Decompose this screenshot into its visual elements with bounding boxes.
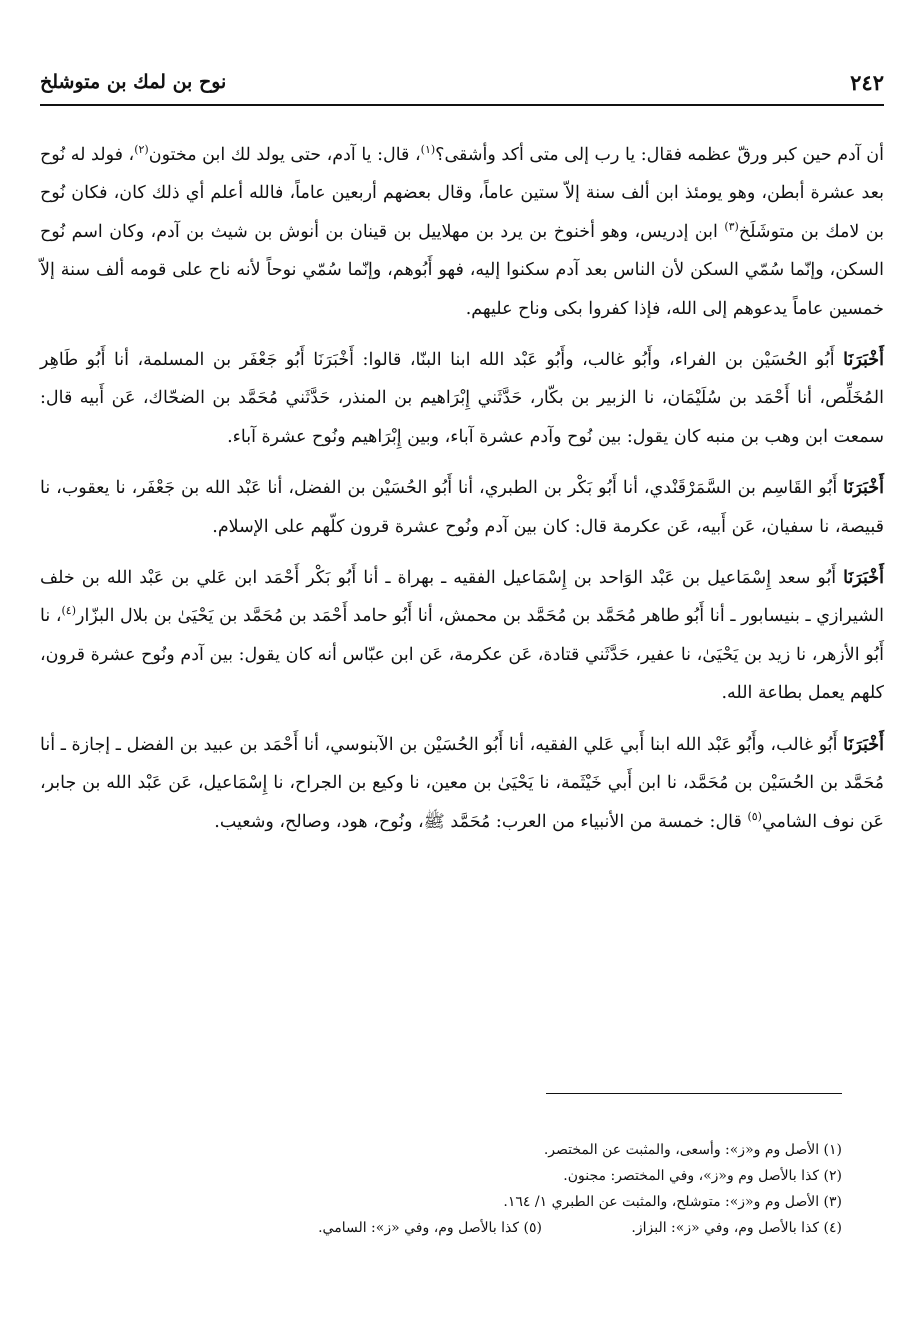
paragraph-text: أن آدم حين كبر ورقّ عظمه فقال: يا رب إلى متى أكد وأشقى؟ <box>435 145 884 165</box>
isnad-lead-word: أَخْبَرَنَا <box>843 734 884 755</box>
paragraph-text: قال: خمسة من الأنبياء من العرب: مُحَمَّد ﷺ، ونُوح، هود، وصالح، وشعيب. <box>214 811 748 832</box>
paragraph-text: ابن إدريس، وهو أخنوخ بن يرد بن مهلاييل بن قينان بن أنوش بن شيث بن آدم، وكان اسم نُوح السكن، وإنّما سُمّي السكن لأن الناس بعد آدم سكنوا إليه، فهو أَبُوهم، وإنّما سُمّي نوحاً لأنه ناح على قومه ألف سنة إلاّ خمسين عاماً يدعوهم إلى الله، فإذا كفروا بكى وناح عليهم. <box>40 221 884 319</box>
running-title: نوح بن لمك بن متوشلخ <box>40 71 227 93</box>
footnote-marker: (٣) <box>724 219 739 233</box>
footnote-row <box>40 1215 842 1241</box>
footnotes <box>40 1137 842 1241</box>
footnote-3: (٣) الأصل وم و«ز»: متوشلح، والمثبت عن الطبري ١/ ١٦٤. <box>503 1194 842 1210</box>
isnad-lead-word: أَخْبَرَنَا <box>843 350 884 371</box>
paragraph-text: أَبُو الحُسَيْن بن الفراء، وأَبُو غالب، وأَبُو عَبْد الله ابنا البنّا، قالوا: أَخْبَرَنَا أَبُو جَعْفَر بن المسلمة، أنا أَبُو طَاهِر المُخَلِّص، أنا أَحْمَد بن سُلَيْمَان، نا الزبير بن بكّار، حَدَّثَني إِبْرَاهيم بن المنذر، حَدَّثَني مُحَمَّد بن الضحّاك، عَن أَبيه قال: سمعت ابن وهب بن منبه كان يقول: بين نُوح وآدم عشرة آباء، وبين إِبْرَاهيم ونُوح عشرة آباء. <box>40 350 884 447</box>
paragraph-3 <box>40 469 884 546</box>
paragraph-text: أَبُو سعد إِسْمَاعيل بن عَبْد الوَاحد بن إِسْمَاعيل الفقيه ـ بهراة ـ أنا أَبُو بَكْر أَحْمَد ابن عَلي بن عَبْد الله بن خلف الشيرازي ـ بنيسابور ـ أنا أَبُو طاهر مُحَمَّد بن مُحَمَّد بن محمش، أنا أَبُو حامد أَحْمَد بن مُحَمَّد بن يَحْيَىٰ بن بلال البزّار <box>40 568 884 627</box>
isnad-lead-word: أَخْبَرَنَا <box>843 478 884 499</box>
paragraph-text: ، فولد له نُوح بعد عشرة أبطن، وهو يومئذ ابن ألف سنة إلاّ ستين عاماً، وقال بعضهم أربعين عاماً، فالله أعلم أي ذلك كان، فكان نُوح بن لامك بن متوشَلَخ <box>40 145 884 242</box>
header-rule <box>40 104 884 106</box>
paragraph-text: ، نا أَبُو الأزهر، نا زيد بن يَحْيَىٰ، نا عفير، حَدَّثَني قتادة، عَن عكرمة، عَن ابن عبّاس أنه كان يقول: بين آدم ونُوح عشرة قرون، كلهم يعمل بطاعة الله. <box>40 606 884 704</box>
paragraph-5 <box>40 726 884 841</box>
page-header <box>40 64 884 100</box>
footnote-4: (٤) كذا بالأصل وم، وفي «ز»: البزاز. <box>631 1220 842 1236</box>
main-text <box>40 136 884 854</box>
paragraph-2 <box>40 341 884 456</box>
footnote-5: (٥) كذا بالأصل وم، وفي «ز»: السامي. <box>318 1220 542 1236</box>
paragraph-text: أَبُو القَاسِم بن السَّمَرْقَنْدي، أنا أَبُو بَكْر بن الطبري، أنا أَبُو الحُسَيْن بن الفضل، أنا عَبْد الله بن جَعْفَر، نا يعقوب، نا قبيصة، نا سفيان، عَن أَبيه، عَن عكرمة قال: كان بين آدم ونُوح عشرة قرون كلّهم على الإسلام. <box>40 478 884 537</box>
page-number: ٢٤٢ <box>850 69 884 95</box>
paragraph-4 <box>40 559 884 713</box>
footnote-2: (٢) كذا بالأصل وم و«ز»، وفي المختصر: مجنون. <box>563 1168 842 1184</box>
footnote-marker: (١) <box>420 143 436 157</box>
isnad-lead-word: أَخْبَرَنَا <box>843 568 884 589</box>
footnote-marker: (٤) <box>61 604 76 618</box>
paragraph-1 <box>40 136 884 328</box>
paragraph-text: أَبُو غالب، وأَبُو عَبْد الله ابنا أَبي عَلي الفقيه، أنا أَبُو الحُسَيْن بن الآبنوسي، أنا أَحْمَد بن عبيد بن الفضل ـ إجازة ـ أنا مُحَمَّد بن الحُسَيْن بن مُحَمَّد، نا ابن أَبي خَيْثَمة، نا يَحْيَىٰ بن معين، نا وكيع بن الجراح، نا إِسْمَاعيل، عَن عَبْد الله بن جابر، عَن نوف الشامي <box>40 734 884 832</box>
footnote-rule <box>546 1093 842 1094</box>
footnote-marker: (٥) <box>747 809 762 823</box>
footnote-marker: (٢) <box>134 143 149 157</box>
footnote-1: (١) الأصل وم و«ز»: وأسعى، والمثبت عن المختصر. <box>543 1142 842 1158</box>
paragraph-text: ، قال: يا آدم، حتى يولد لك ابن مختون <box>148 145 421 165</box>
